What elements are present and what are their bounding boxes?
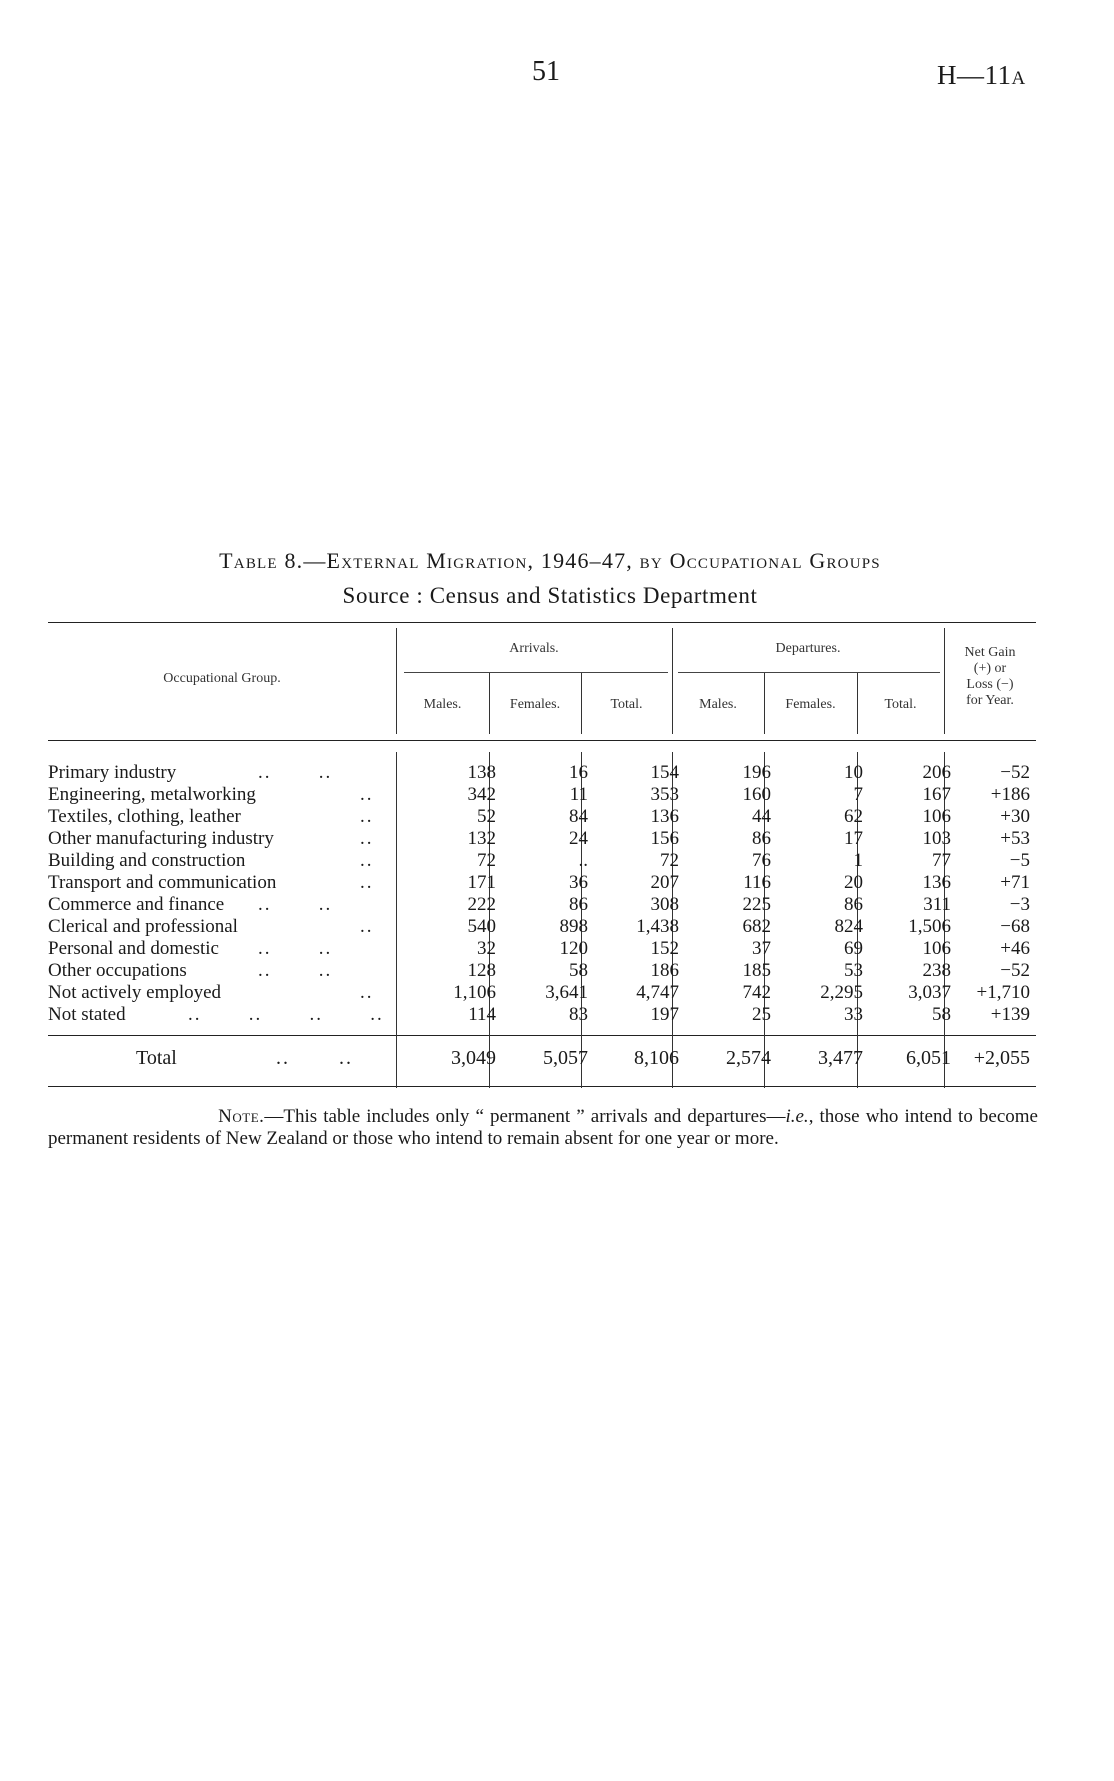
arrivals-males: 32 [477,938,496,959]
header-net-gain [944,645,1036,709]
arrivals-females: 120 [559,938,588,959]
total-departures-total: 6,051 [906,1047,951,1069]
arrivals-females: 58 [569,960,588,981]
row-group: Engineering, metalworking [48,784,256,805]
table-total-row [48,1046,1036,1070]
table-row [48,894,1036,916]
net-gain-loss: +139 [990,1004,1030,1025]
net-gain-loss: −52 [1000,960,1030,981]
arrivals-females: 86 [569,894,588,915]
departures-males: 25 [752,1004,771,1025]
arrivals-total: 186 [650,960,679,981]
arrivals-total: 197 [650,1004,679,1025]
net-gain-loss: −52 [1000,762,1030,783]
leader-dots: .. .. [258,894,333,915]
arrivals-females: .. [578,850,588,871]
header-occupational-group: Occupational Group. [163,671,281,686]
total-arrivals-males: 3,049 [451,1047,496,1069]
departures-males: 44 [752,806,771,827]
net-gain-loss: +71 [1000,872,1030,893]
departures-females: 10 [844,762,863,783]
header-departures: Departures. [775,641,841,656]
departures-males: 682 [742,916,771,937]
total-net-gain-loss: +2,055 [973,1047,1030,1069]
departures-females: 62 [844,806,863,827]
note-lead: Note. [218,1106,265,1127]
arrivals-females: 16 [569,762,588,783]
departures-total: 103 [922,828,951,849]
arrivals-total: 72 [660,850,679,871]
departures-total: 206 [922,762,951,783]
departures-females: 33 [844,1004,863,1025]
total-arrivals-total: 8,106 [634,1047,679,1069]
row-group: Primary industry [48,762,177,783]
departures-males: 76 [752,850,771,871]
leader-dots: .. [360,850,374,871]
header-departures-females: Females. [785,697,836,712]
table-row [48,1004,1036,1026]
departures-total: 311 [923,894,951,915]
header-net-gain-line: Net Gain [964,645,1016,660]
net-gain-loss: −3 [1009,894,1030,915]
page-number: 51 [532,56,560,87]
row-group: Transport and communication [48,872,277,893]
departures-total: 77 [932,850,951,871]
net-gain-loss: −5 [1009,850,1030,871]
header-net-gain-line: for Year. [966,693,1014,708]
arrivals-total: 308 [650,894,679,915]
header-departures-total: Total. [884,697,917,712]
table-row [48,784,1036,806]
arrivals-total: 1,438 [636,916,679,937]
row-group: Building and construction [48,850,246,871]
leader-dots: .. .. .. .. [188,1004,384,1025]
departures-total: 1,506 [908,916,951,937]
departures-females: 20 [844,872,863,893]
leader-dots: .. [360,828,374,849]
note-text: , those who intend to become permanent residents of New Zealand or those who intend to remain absent for one year or more. [48,1106,1038,1149]
leader-dots: .. [360,916,374,937]
arrivals-females: 83 [569,1004,588,1025]
leader-dots: .. .. [276,1047,353,1069]
table-row [48,762,1036,784]
arrivals-total: 156 [650,828,679,849]
arrivals-total: 152 [650,938,679,959]
header-net-gain-line: (+) or [973,661,1007,676]
table-note [48,1106,1038,1150]
table-source: Source : Census and Statistics Department [342,583,758,608]
departures-total: 136 [922,872,951,893]
net-gain-loss: +1,710 [976,982,1030,1003]
net-gain-loss: −68 [1000,916,1030,937]
leader-dots: .. .. [258,938,333,959]
document-reference-suffix: A [1011,68,1026,89]
total-top-rule [48,1035,1036,1036]
departures-males: 225 [742,894,771,915]
arrivals-total: 136 [650,806,679,827]
departures-males: 37 [752,938,771,959]
arrivals-total: 207 [650,872,679,893]
net-gain-loss: +30 [1000,806,1030,827]
departures-subrule [678,672,940,673]
departures-males: 742 [742,982,771,1003]
arrivals-males: 222 [467,894,496,915]
departures-total: 3,037 [908,982,951,1003]
departures-males: 196 [742,762,771,783]
leader-dots: .. [360,872,374,893]
table-row [48,916,1036,938]
departures-males: 116 [743,872,771,893]
table-row [48,806,1036,828]
arrivals-females: 36 [569,872,588,893]
departures-total: 58 [932,1004,951,1025]
table-bottom-rule [48,1086,1036,1087]
row-group: Other occupations [48,960,187,981]
arrivals-females: 24 [569,828,588,849]
header-departures-males: Males. [699,697,737,712]
arrivals-females: 898 [559,916,588,937]
document-reference [937,60,1026,91]
row-group: Commerce and finance [48,894,225,915]
table-row [48,872,1036,894]
table-body [48,762,1036,1026]
net-gain-loss: +186 [990,784,1030,805]
departures-females: 17 [844,828,863,849]
arrivals-females: 84 [569,806,588,827]
table-row [48,828,1036,850]
departures-females: 1 [853,850,863,871]
total-departures-males: 2,574 [726,1047,771,1069]
arrivals-males: 114 [468,1004,496,1025]
header-arrivals-males: Males. [423,697,462,712]
row-group: Not stated [48,1004,126,1025]
row-group: Personal and domestic [48,938,219,959]
row-group: Other manufacturing industry [48,828,274,849]
arrivals-males: 540 [467,916,496,937]
header-bottom-rule [48,740,1036,741]
table-row [48,982,1036,1004]
document-reference-main: H—11 [937,60,1012,90]
arrivals-males: 128 [467,960,496,981]
departures-females: 7 [853,784,863,805]
header-arrivals-total: Total. [610,697,643,712]
arrivals-subrule [404,672,668,673]
leader-dots: .. [360,982,374,1003]
departures-males: 160 [742,784,771,805]
leader-dots: .. [360,784,374,805]
leader-dots: .. .. [258,960,333,981]
header-arrivals-females: Females. [509,697,561,712]
leader-dots: .. [360,806,374,827]
departures-females: 86 [844,894,863,915]
arrivals-males: 72 [477,850,496,871]
table-row [48,938,1036,960]
departures-males: 185 [742,960,771,981]
arrivals-males: 342 [467,784,496,805]
departures-females: 53 [844,960,863,981]
arrivals-females: 3,641 [545,982,588,1003]
departures-total: 106 [922,938,951,959]
table-row [48,850,1036,872]
arrivals-total: 154 [650,762,679,783]
departures-total: 167 [922,784,951,805]
leader-dots: .. .. [258,762,333,783]
departures-females: 2,295 [820,982,863,1003]
departures-females: 824 [834,916,863,937]
arrivals-males: 1,106 [453,982,496,1003]
departures-total: 238 [922,960,951,981]
arrivals-total: 353 [650,784,679,805]
row-group: Clerical and professional [48,916,238,937]
net-gain-loss: +53 [1000,828,1030,849]
arrivals-males: 132 [467,828,496,849]
row-group: Textiles, clothing, leather [48,806,241,827]
departures-males: 86 [752,828,771,849]
arrivals-females: 11 [569,784,588,805]
table-top-rule [48,622,1036,623]
total-departures-females: 3,477 [818,1047,863,1069]
total-arrivals-females: 5,057 [543,1047,588,1069]
net-gain-loss: +46 [1000,938,1030,959]
departures-total: 106 [922,806,951,827]
total-label: Total [136,1047,177,1069]
header-net-gain-line: Loss (−) [966,677,1014,692]
arrivals-total: 4,747 [636,982,679,1003]
row-group: Not actively employed [48,982,222,1003]
header-arrivals: Arrivals. [509,641,559,656]
table-row [48,960,1036,982]
arrivals-males: 138 [467,762,496,783]
arrivals-males: 171 [467,872,496,893]
note-italic: i.e. [785,1106,809,1127]
note-text: —This table includes only “ permanent ” arrivals and departures— [264,1106,786,1127]
table-title: Table 8.—External Migration, 1946–47, by Occupational Groups [219,548,881,573]
arrivals-males: 52 [477,806,496,827]
departures-females: 69 [844,938,863,959]
